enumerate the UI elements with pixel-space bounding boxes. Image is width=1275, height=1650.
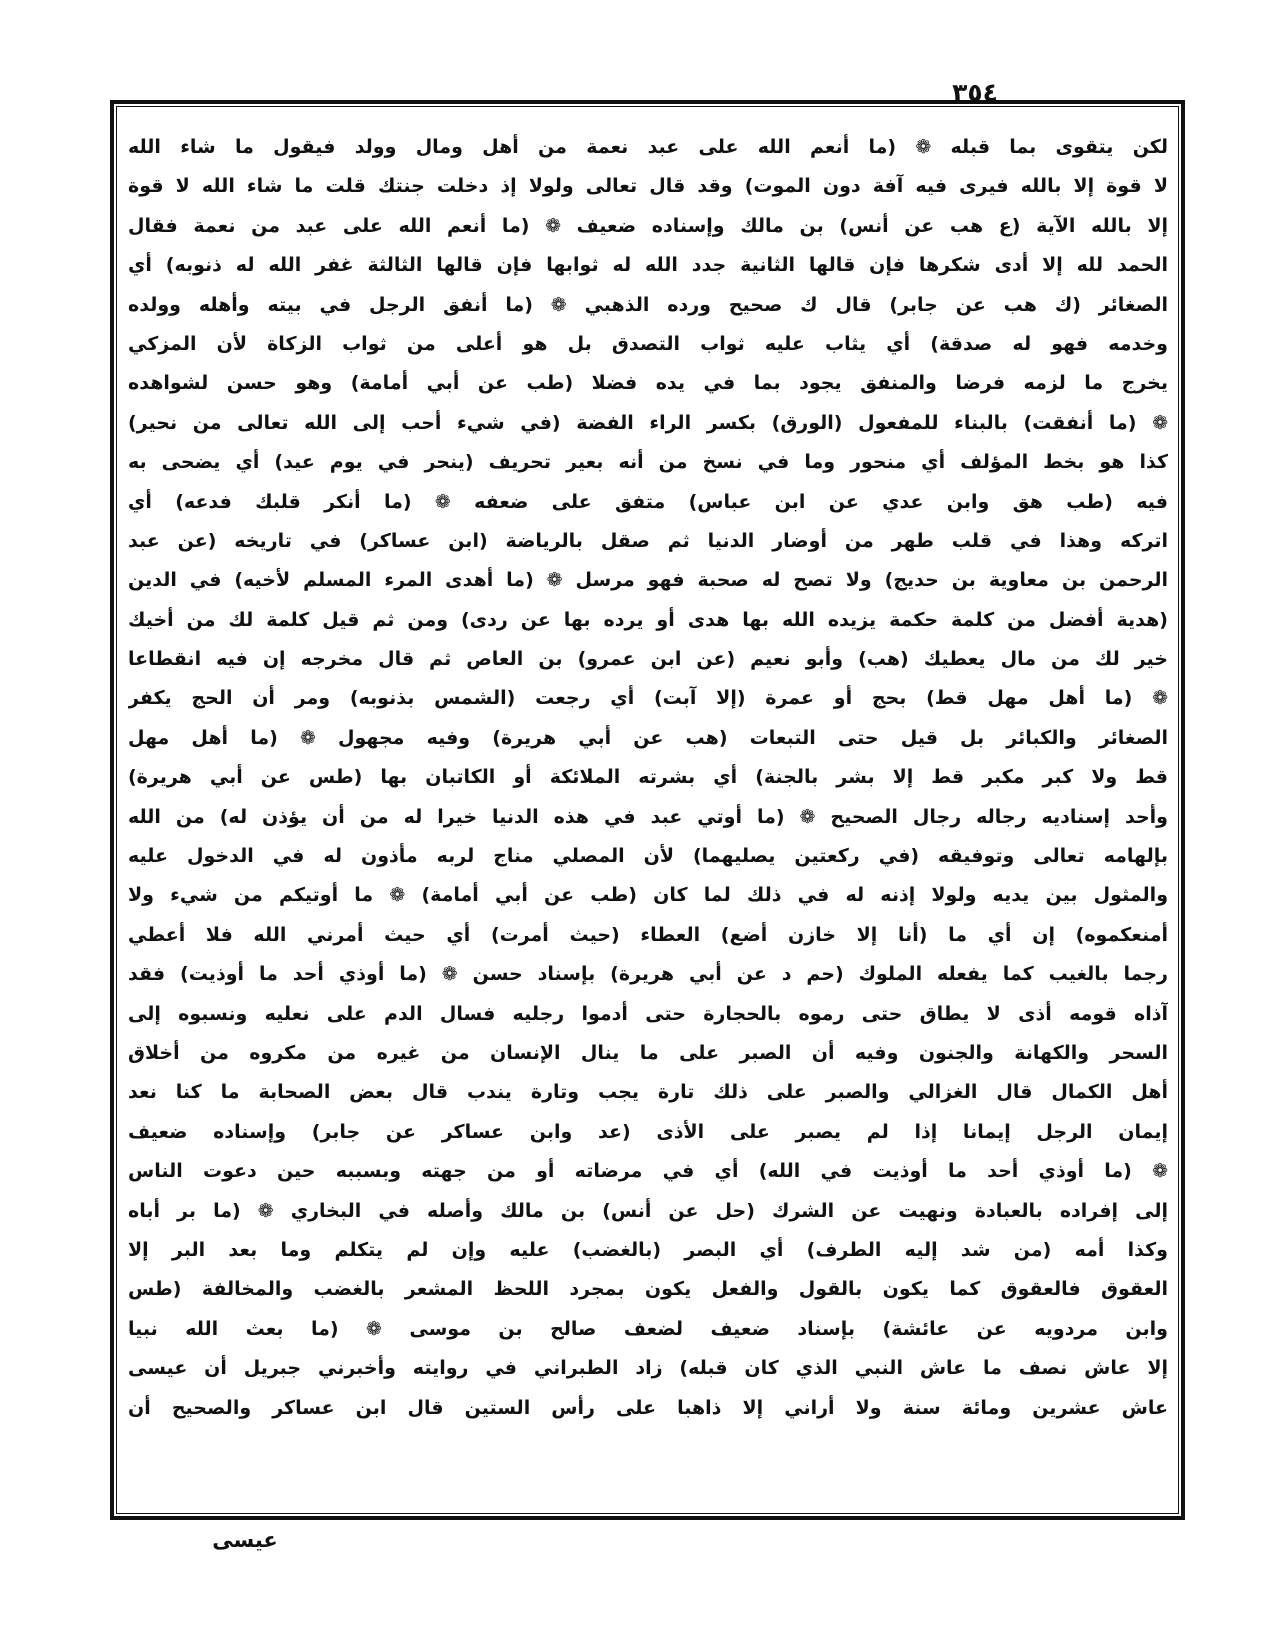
text-line: وخدمه فهو له صدقة) أي يثاب عليه ثواب التصدق بل هو أعلى من ثواب الزكاة لأن المزكي xyxy=(128,332,1168,355)
text-line: قط ولا كبر مكبر قط إلا بشر بالجنة) أي بشرته الملائكة أو الكاتبان بها (طس عن أبي هريرة) xyxy=(128,766,1168,789)
page-number: ٣٥٤ xyxy=(952,78,998,107)
manuscript-text-block xyxy=(128,128,1168,1508)
text-line: لكن يتقوى بما قبله ❁ (ما أنعم الله على عبد نعمة من أهل ومال وولد فيقول ما شاء الله xyxy=(128,136,1168,158)
text-line: ❁ (ما أهل مهل قط) بحج أو عمرة (إلا آبت) أي رجعت (الشمس بذنوبه) ومر أن الحج يكفر xyxy=(128,687,1168,710)
text-line: يخرج ما لزمه فرضا والمنفق يجود بما في يده فضلا (طب عن أبي أمامة) وهو حسن لشواهده xyxy=(128,372,1168,395)
text-line: رجما بالغيب كما يفعله الملوك (حم د عن أبي هريرة) بإسناد حسن ❁ (ما أوذي أحد ما أوذيت) فقد xyxy=(128,963,1168,986)
text-line: (هدية أفضل من كلمة حكمة يزيده الله بها هدى أو يرده بها عن ردى) ومن ثم قيل كلمة لك من أخيك xyxy=(128,608,1168,631)
text-line: السحر والكهانة والجنون وفيه أن الصبر على ما ينال الإنسان من غيره من مكروه من أخلاق xyxy=(128,1041,1168,1064)
text-line: خير لك من مال يعطيك (هب) وأبو نعيم (عن ابن عمرو) بن العاص ثم قال مخرجه إن فيه انقطاعا xyxy=(128,648,1168,671)
text-line: كذا هو بخط المؤلف أي منحور وما في نسخ من أنه بعير تحريف (ينحر في يوم عيد) أي يضحى به xyxy=(128,451,1168,474)
text-line: وابن مردويه عن عائشة) بإسناد ضعيف لضعف صالح بن موسى ❁ (ما بعث الله نبيا xyxy=(128,1317,1168,1340)
text-line: اتركه وهذا في قلب طهر من أوضار الدنيا ثم صقل بالرياضة (ابن عساكر) في تاريخه (عن عبد xyxy=(128,529,1168,552)
text-line: الصغائر (ك هب عن جابر) قال ك صحيح ورده الذهبي ❁ (ما أنفق الرجل في بيته وأهله وولده xyxy=(128,293,1168,316)
catchword: عيسى xyxy=(212,1528,278,1552)
text-line: الرحمن بن معاوية بن حديج) ولا تصح له صحبة فهو مرسل ❁ (ما أهدى المرء المسلم لأخيه) في الدين xyxy=(128,569,1168,592)
text-line: فيه (طب هق وابن عدي عن ابن عباس) متفق على ضعفه ❁ (ما أنكر قلبك فدعه) أي xyxy=(128,490,1168,513)
text-line: العقوق فالعقوق كما يكون بالقول والفعل يكون بمجرد اللحظ المشعر بالغضب والمخالفة (طس xyxy=(128,1278,1168,1301)
text-line: أهل الكمال قال الغزالي والصبر على ذلك تارة يجب وتارة يندب قال بعض الصحابة ما كنا نعد xyxy=(128,1081,1168,1104)
text-line: وأحد إسناديه رجاله رجال الصحيح ❁ (ما أوتي عبد في هذه الدنيا خيرا له من أن يؤذن له) من الله xyxy=(128,805,1168,828)
text-line: بإلهامه تعالى وتوفيقه (في ركعتين يصليهما) لأن المصلي مناج لربه مأذون له في الدخول عليه xyxy=(128,845,1168,868)
text-line: إلى إفراده بالعبادة ونهيت عن الشرك (حل عن أنس) بن مالك وأصله في البخاري ❁ (ما بر أباه xyxy=(128,1199,1168,1222)
text-line: إلا بالله الآية (ع هب عن أنس) بن مالك وإسناده ضعيف ❁ (ما أنعم الله على عبد من نعمة فقال xyxy=(128,214,1168,237)
text-line: والمثول بين يديه ولولا إذنه له في ذلك لما كان (طب عن أبي أمامة) ❁ ما أوتيكم من شيء ولا xyxy=(128,884,1168,907)
text-line: الصغائر والكبائر بل قيل حتى التبعات (هب عن أبي هريرة) وفيه مجهول ❁ (ما أهل مهل xyxy=(128,726,1168,749)
text-line: إلا عاش نصف ما عاش النبي الذي كان قبله) زاد الطبراني في روايته وأخبرني جبريل أن عيسى xyxy=(128,1357,1168,1380)
text-line: لا قوة إلا بالله فيرى فيه آفة دون الموت) وقد قال تعالى ولولا إذ دخلت جنتك قلت ما شاء الله لا قوة xyxy=(128,175,1168,198)
text-line: وكذا أمه (من شد إليه الطرف) أي البصر (بالغضب) عليه وإن لم يتكلم وما بعد البر إلا xyxy=(128,1238,1168,1261)
text-line: آذاه قومه أذى لا يطاق حتى رموه بالحجارة حتى أدموا رجليه فسال الدم على نعليه ونسبوه إلى xyxy=(128,1002,1168,1025)
text-line: أمنعكموه) إن أي ما (أنا إلا خازن أضع) العطاء (حيث أمرت) أي حيث أمرني الله فلا أعطي xyxy=(128,923,1168,946)
text-line: عاش عشرين ومائة سنة ولا أراني إلا ذاهبا على رأس الستين قال ابن عساكر والصحيح أن xyxy=(128,1396,1168,1419)
text-line: إيمان الرجل إيمانا إذا لم يصبر على الأذى (عد وابن عساكر عن جابر) وإسناده ضعيف xyxy=(128,1120,1168,1143)
text-line: ❁ (ما أوذي أحد ما أوذيت في الله) أي في مرضاته أو من جهته وبسببه حين دعوت الناس xyxy=(128,1160,1168,1183)
text-line: ❁ (ما أنفقت) بالبناء للمفعول (الورق) بكسر الراء الفضة (في شيء أحب إلى الله تعالى من نحير) xyxy=(128,411,1168,434)
text-line: الحمد لله إلا أدى شكرها فإن قالها الثانية جدد الله له ثوابها فإن قالها الثالثة غفر الله له ذنوبه) أي xyxy=(128,254,1168,277)
